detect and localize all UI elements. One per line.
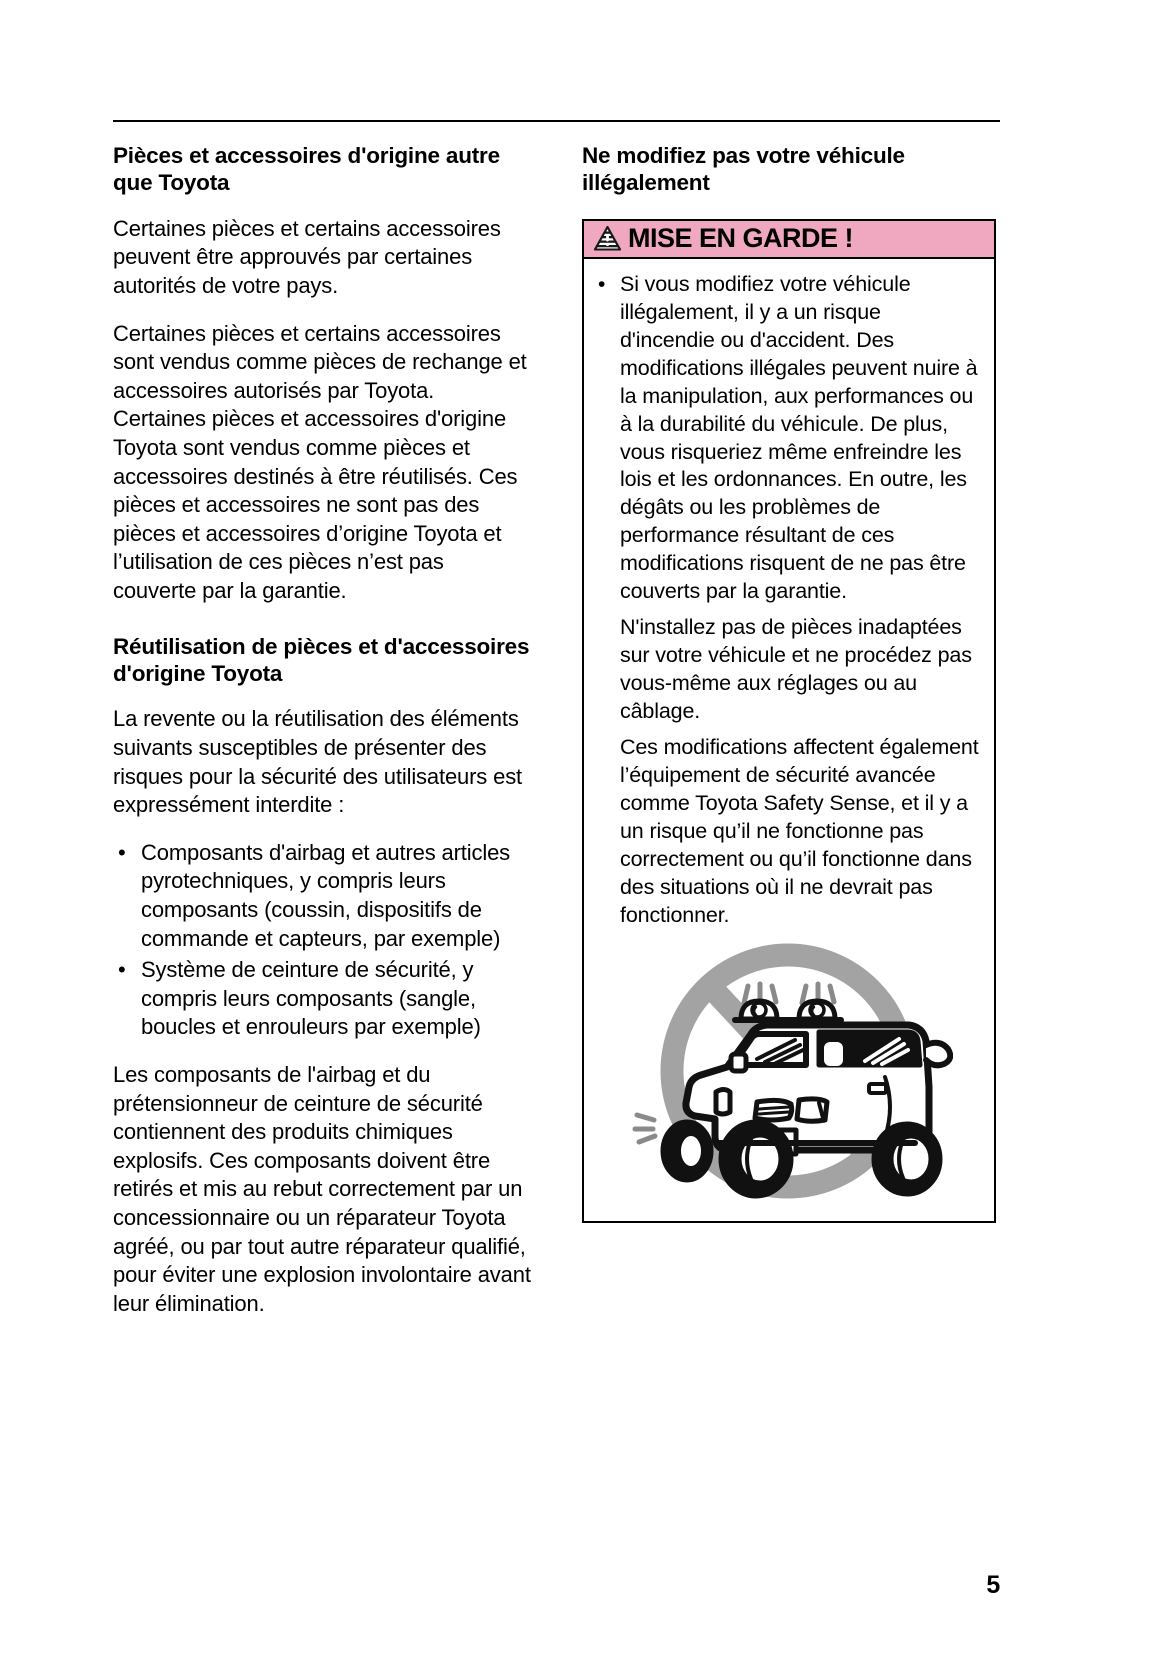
list-item-label: Système de ceinture de sécurité, y compris leurs composants (sangle, boucles et enrouleurs par exemple) <box>141 957 481 1040</box>
warning-triangle-icon <box>594 226 621 251</box>
illustration-container <box>595 937 981 1205</box>
list-item <box>113 839 531 953</box>
prohibited-modified-vehicle-illustration <box>623 937 953 1205</box>
bullet-icon: • <box>118 839 126 865</box>
paragraph-resale-prohibited: La revente ou la réutilisation des éléments suivants susceptibles de présenter des risques pour la sécurité des utilisateurs est expressément interdite : <box>113 706 523 818</box>
warning-paragraph-unsuitable-parts: N'installez pas de pièces inadaptées sur votre véhicule et ne procédez pas vous-même aux réglages ou au câblage. <box>620 615 972 723</box>
warning-bullet-list <box>595 271 981 606</box>
list-item <box>595 271 981 606</box>
warning-box <box>582 219 996 1224</box>
warning-paragraph-illegal-modification: Si vous modifiez votre véhicule illégalement, il y a un risque d'incendie ou d'accident. Des modifications illégales peuvent nuire à la manipulation, aux performances ou à la durabilité du véhicule. De plus, vous risqueriez même enfreindre les lois et les ordonnances. En outre, les dégâts ou les problèmes de performance résultant de ces modifications risquent de ne pas être couverts par la garantie. <box>620 271 978 604</box>
prohibited-items-list <box>113 839 531 1042</box>
list-item-label: Composants d'airbag et autres articles pyrotechniques, y compris leurs composants (coussin, dispositifs de commande et capteurs, par exemple) <box>141 839 511 951</box>
bullet-icon: • <box>598 272 606 296</box>
warning-box-label: MISE EN GARDE ! <box>628 222 854 253</box>
section-title-non-toyota-parts: Pièces et accessoires d'origine autre que Toyota <box>113 143 500 196</box>
paragraph-approved-parts: Certaines pièces et certains accessoires peuvent être approuvés par certaines autorités de votre pays. <box>113 215 501 299</box>
section-title-no-illegal-modification: Ne modifiez pas votre véhicule illégalement <box>582 143 905 196</box>
section-title-reuse-toyota-parts: Réutilisation de pièces et d'accessoires d'origine Toyota <box>113 633 530 687</box>
right-column <box>582 142 1000 1223</box>
paragraph-replacement-parts: Certaines pièces et certains accessoires sont vendus comme pièces de rechange et accessoires autorisés par Toyota. Certaines pièces et accessoires d'origine Toyota sont vendus comme pièces et accessoires destinés à être réutilisés. Ces pièces et accessoires ne sont pas des pièces et accessoires d’origine Toyota et l’utilisation de ces pièces n’est pas couverte par la garantie. <box>113 320 527 603</box>
warning-box-body <box>584 259 994 1222</box>
list-item <box>113 956 531 1042</box>
left-column <box>113 142 531 1318</box>
paragraph-explosive-components: Les composants de l'airbag et du prétensionneur de ceinture de sécurité contiennent des produits chimiques explosifs. Ces composants doivent être retirés et mis au rebut correctement par un concessionnaire ou un réparateur Toyota agréé, ou par tout autre réparateur qualifié, pour éviter une explosion involontaire avant leur élimination. <box>113 1062 531 1316</box>
header-rule <box>113 120 1000 122</box>
warning-box-header <box>584 221 994 259</box>
bullet-icon: • <box>118 957 126 983</box>
page-number: 5 <box>986 1571 1000 1599</box>
warning-paragraph-safety-sense: Ces modifications affectent également l’équipement de sécurité avancée comme Toyota Safety Sense, et il y a un risque qu’il ne fonctionne pas correctement ou qu’il fonctionne dans des situations où il ne devrait pas fonctionner. <box>620 734 979 927</box>
